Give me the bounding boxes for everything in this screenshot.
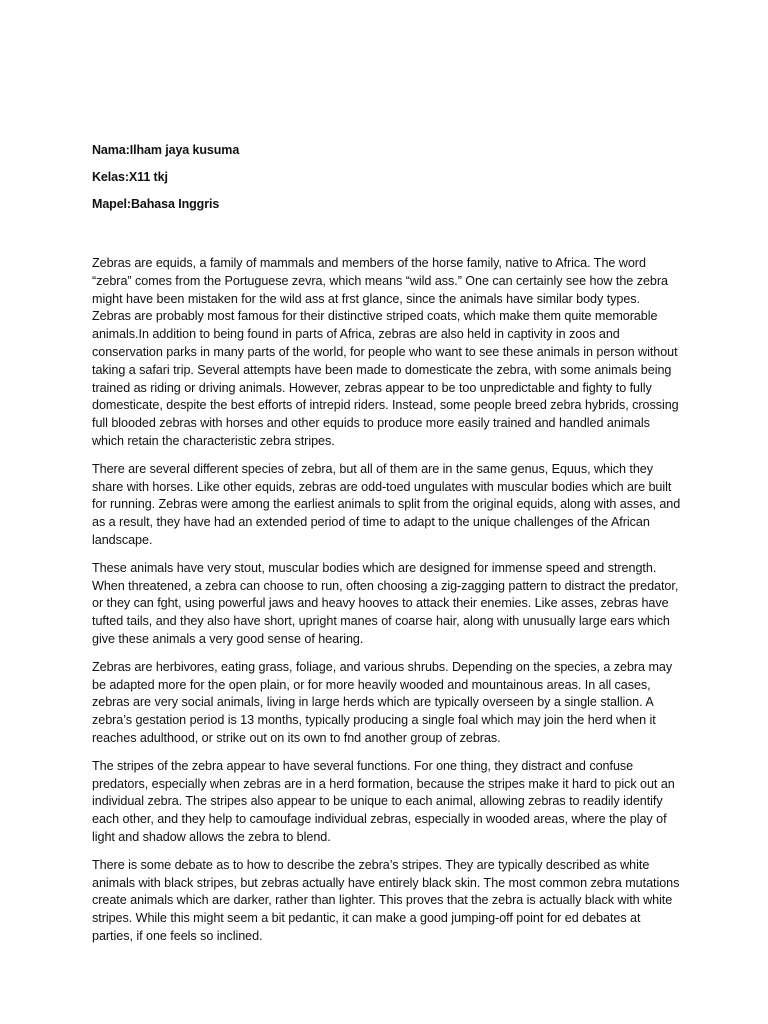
paragraph-1: Zebras are equids, a family of mammals and members of the horse family, native to Africa. The word “zebra” comes from the Portuguese zevra, which means “wild ass.” One can certainly see how the zebra might have been mistaken for the wild ass at frst glance, since the animals have similar body types. Zebras are probably most famous for their distinctive striped coats, which make them quite memorable animals.In addition to being found in parts of Africa, zebras are also held in captivity in zoos and conservation parks in many parts of the world, for people who want to see these animals in person without taking a safari trip. Several attempts have been made to domesticate the zebra, with some animals being trained as riding or driving animals. However, zebras appear to be too unpredictable and fighty to fully domesticate, despite the best efforts of intrepid riders. Instead, some people breed zebra hybrids, crossing full blooded zebras with horses and other equids to produce more easily trained and handled animals which retain the characteristic zebra stripes. xyxy=(92,256,679,448)
paragraph-5: The stripes of the zebra appear to have several functions. For one thing, they distract and confuse predators, especially when zebras are in a herd formation, because the stripes make it hard to pick out an individual zebra. The stripes also appear to be unique to each animal, allowing zebras to readily identify each other, and they help to camoufage individual zebras, especially in wooded areas, where the play of light and shadow allows the zebra to blend. xyxy=(92,758,675,844)
paragraph-2: There are several different species of zebra, but all of them are in the same genus, Equus, which they share with horses. Like other equids, zebras are odd-toed ungulates with muscular bodies which are built for running. Zebras were among the earliest animals to split from the original equids, along with asses, and as a result, they have had an extended period of time to adapt to the unique challenges of the African landscape. xyxy=(92,461,681,547)
paragraph-6: There is some debate as to how to describe the zebra’s stripes. They are typically described as white animals with black stripes, but zebras actually have entirely black skin. The most common zebra mutations create animals which are darker, rather than lighter. This proves that the zebra is actually black with white stripes. While this might seem a bit pedantic, it can make a good jumping-off point for ed debates at parties, if one feels so inclined. xyxy=(92,857,680,943)
subject-name: Mapel:Bahasa Inggris xyxy=(92,197,220,211)
header-spacer xyxy=(92,222,682,255)
paragraph-4: Zebras are herbivores, eating grass, foliage, and various shrubs. Depending on the species, a zebra may be adapted more for the open plain, or for more heavily wooded and mountainous areas. In all cases, zebras are very social animals, living in large herds which are typically overseen by a single stallion. A zebra’s gestation period is 13 months, typically producing a single foal which may join the herd when it reaches adulthood, or strike out on its own to fnd another group of zebras. xyxy=(92,659,673,745)
student-class: Kelas:X11 tkj xyxy=(92,170,168,184)
student-name: Nama:Ilham jaya kusuma xyxy=(92,143,240,157)
paragraph-3: These animals have very stout, muscular bodies which are designed for immense speed and strength. When threatened, a zebra can choose to run, often choosing a zig-zagging pattern to distract the predator, or they can fght, using powerful jaws and heavy hooves to attack their enemies. Like asses, zebras have tufted tails, and they also have short, upright manes of coarse hair, along with unusually large ears which give these animals a very good sense of hearing. xyxy=(92,560,679,646)
document-page xyxy=(92,141,682,956)
